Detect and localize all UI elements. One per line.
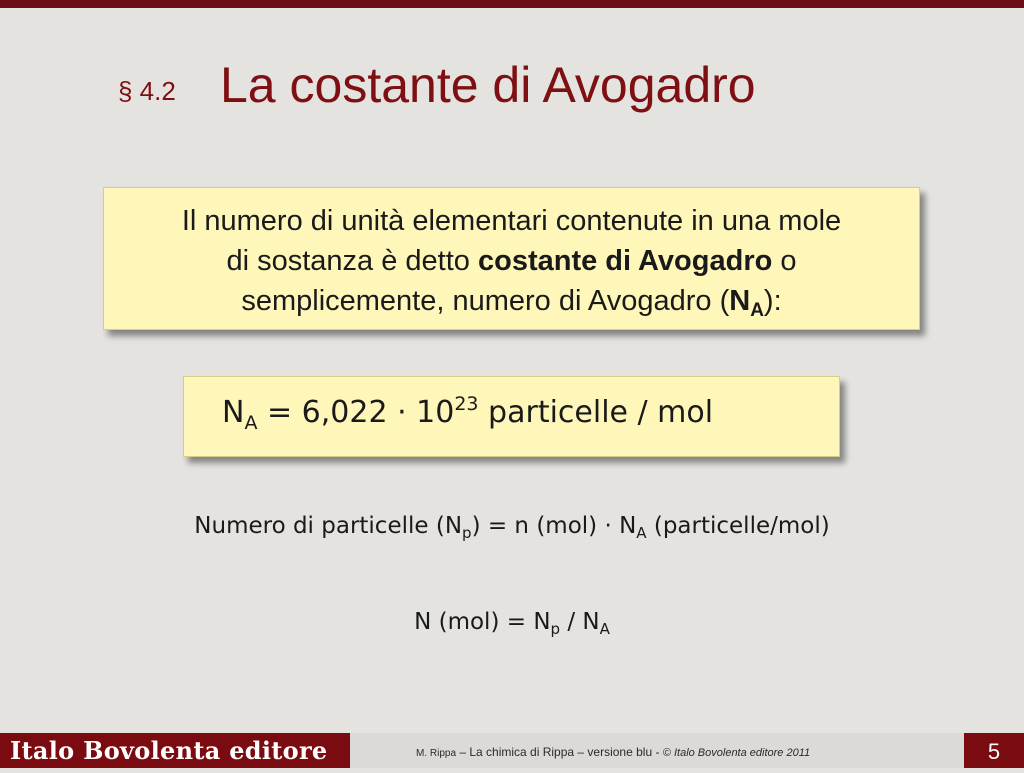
footer-bar [0,733,1024,768]
moles-equation: N $(mol) = N_p / N_A$ [414,609,610,638]
definition-line-1: Il numero di unità elementari contenute in una mole [181,205,842,237]
avogadro-symbol: $N_A$ [729,285,764,321]
section-number: § 4.2 [118,76,176,106]
slide-header [118,52,998,122]
footer-credit: M. Rippa – La chimica di Rippa – versione blu - © Italo Bovolenta editore 2011 [416,745,811,759]
definition-box [103,187,920,330]
definition-line-3: semplicemente, numero di Avogadro $(N_A)$: [241,285,782,321]
exponent: 23 [454,393,479,415]
page-number: 5 [964,733,1024,768]
author: M. Rippa [416,748,457,759]
avogadro-constant-formula: $N_A = 6,022 \cdot 10^{23}$ particelle / mol [183,376,840,457]
definition-line-2: di sostanza è detto costante di Avogadro o [226,245,797,277]
publisher-logo: Italo Bovolenta editore [0,733,350,768]
copyright: © Italo Bovolenta editore 2011 [662,747,811,759]
book-title: La chimica di Rippa [469,745,575,759]
slide-title: La costante di Avogadro [220,57,756,113]
particle-count-equation: Numero di particelle $(N_p) = n$ $(mol) \cdot N_A$ (particelle/mol) [194,513,830,542]
definition-term: costante di Avogadro [477,245,773,277]
top-accent-bar [0,0,1024,8]
